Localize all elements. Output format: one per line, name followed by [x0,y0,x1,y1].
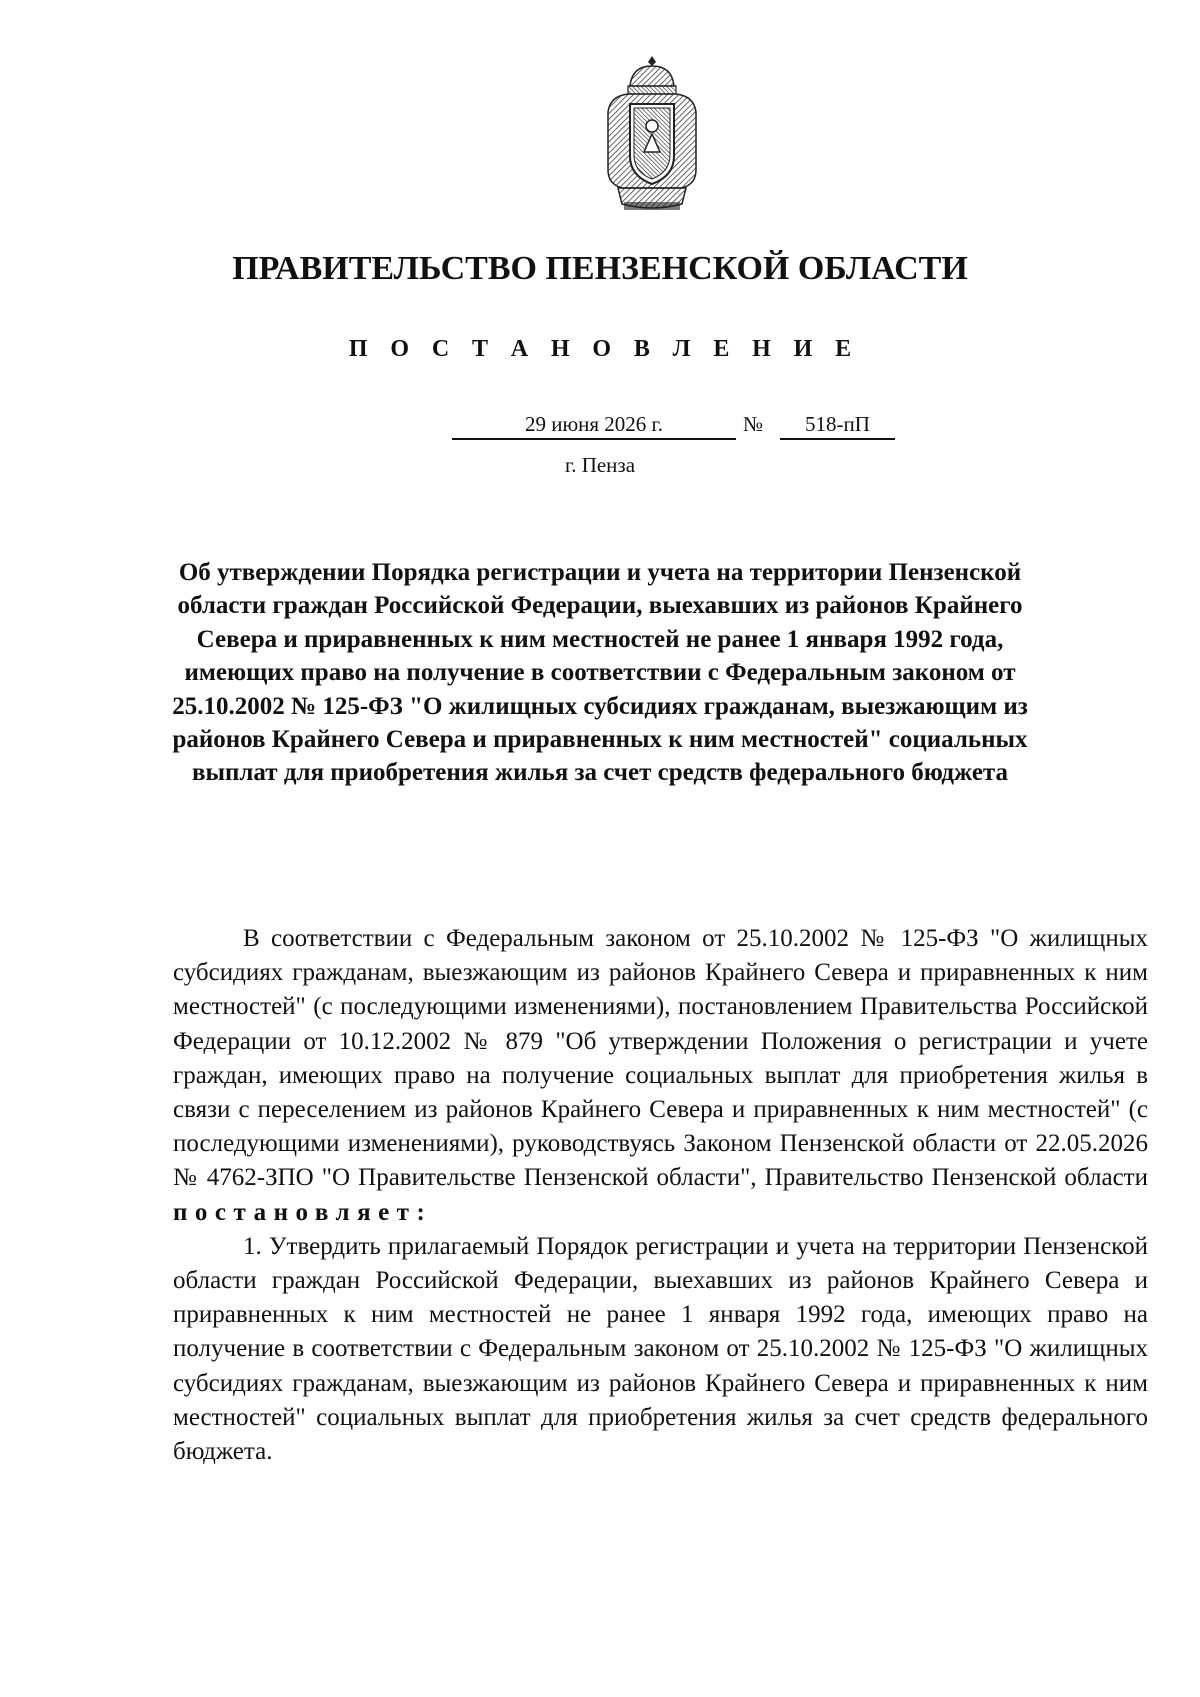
preamble-paragraph [173,922,1148,1230]
coat-of-arms-emblem [602,52,702,220]
document-place: г. Пенза [564,453,636,477]
document-title: Об утверждении Порядка регистрации и учета на территории Пензенской области граждан Российской Федерации, выехавших из районов Крайнего Севера и приравненных к ним местностей не ранее 1 января 1992 года, имеющих право на получение в соответствии с Федеральным законом от 25.10.2002 № 125-ФЗ "О жилищных субсидиях гражданам, выезжающим из районов Крайнего Севера и приравненных к ним местностей" социальных выплат для приобретения жилья за счет средств федерального бюджета [172,559,1028,787]
document-type: П О С Т А Н О В Л Е Н И Е [348,336,860,362]
document-number: 518-пП [780,410,895,440]
resolves-word: постановляет: [173,1198,433,1226]
government-name: ПРАВИТЕЛЬСТВО ПЕНЗЕНСКОЙ ОБЛАСТИ [232,250,968,287]
resolution-item: 1. Утвердить прилагаемый Порядок регистрации и учета на территории Пензенской области граждан Российской Федерации, выехавших из районов Крайнего Севера и приравненных к ним местностей не ранее 1 января 1992 года, имеющих право на получение в соответствии с Федеральным законом от 25.10.2002 № 125-ФЗ "О жилищных субсидиях гражданам, выезжающим из районов Крайнего Севера и приравненных к ним местностей" социальных выплат для приобретения жилья за счет средств федерального бюджета. [173,1232,1148,1466]
document-date: 29 июня 2026 г. [452,410,736,440]
preamble-text: В соответствии с Федеральным законом от 25.10.2002 № 125-ФЗ "О жилищных субсидиях гражданам, выезжающим из районов Крайнего Севера и приравненных к ним местностей" (с последующими изменениями), постановлением Правительства Российской Федерации от 10.12.2002 № 879 "Об утверждении Положения о регистрации и учете граждан, имеющих право на получение социальных выплат для приобретения жилья в связи с переселением из районов Крайнего Севера и приравненных к ним местностей" (с последующими изменениями), руководствуясь Законом Пензенской области от 22.05.2026 № 4762-ЗПО "О Правительстве Пензенской области", Правительство Пензенской области [173,925,1148,1192]
document-body [173,922,1148,1469]
document-number-label: № [743,412,764,436]
